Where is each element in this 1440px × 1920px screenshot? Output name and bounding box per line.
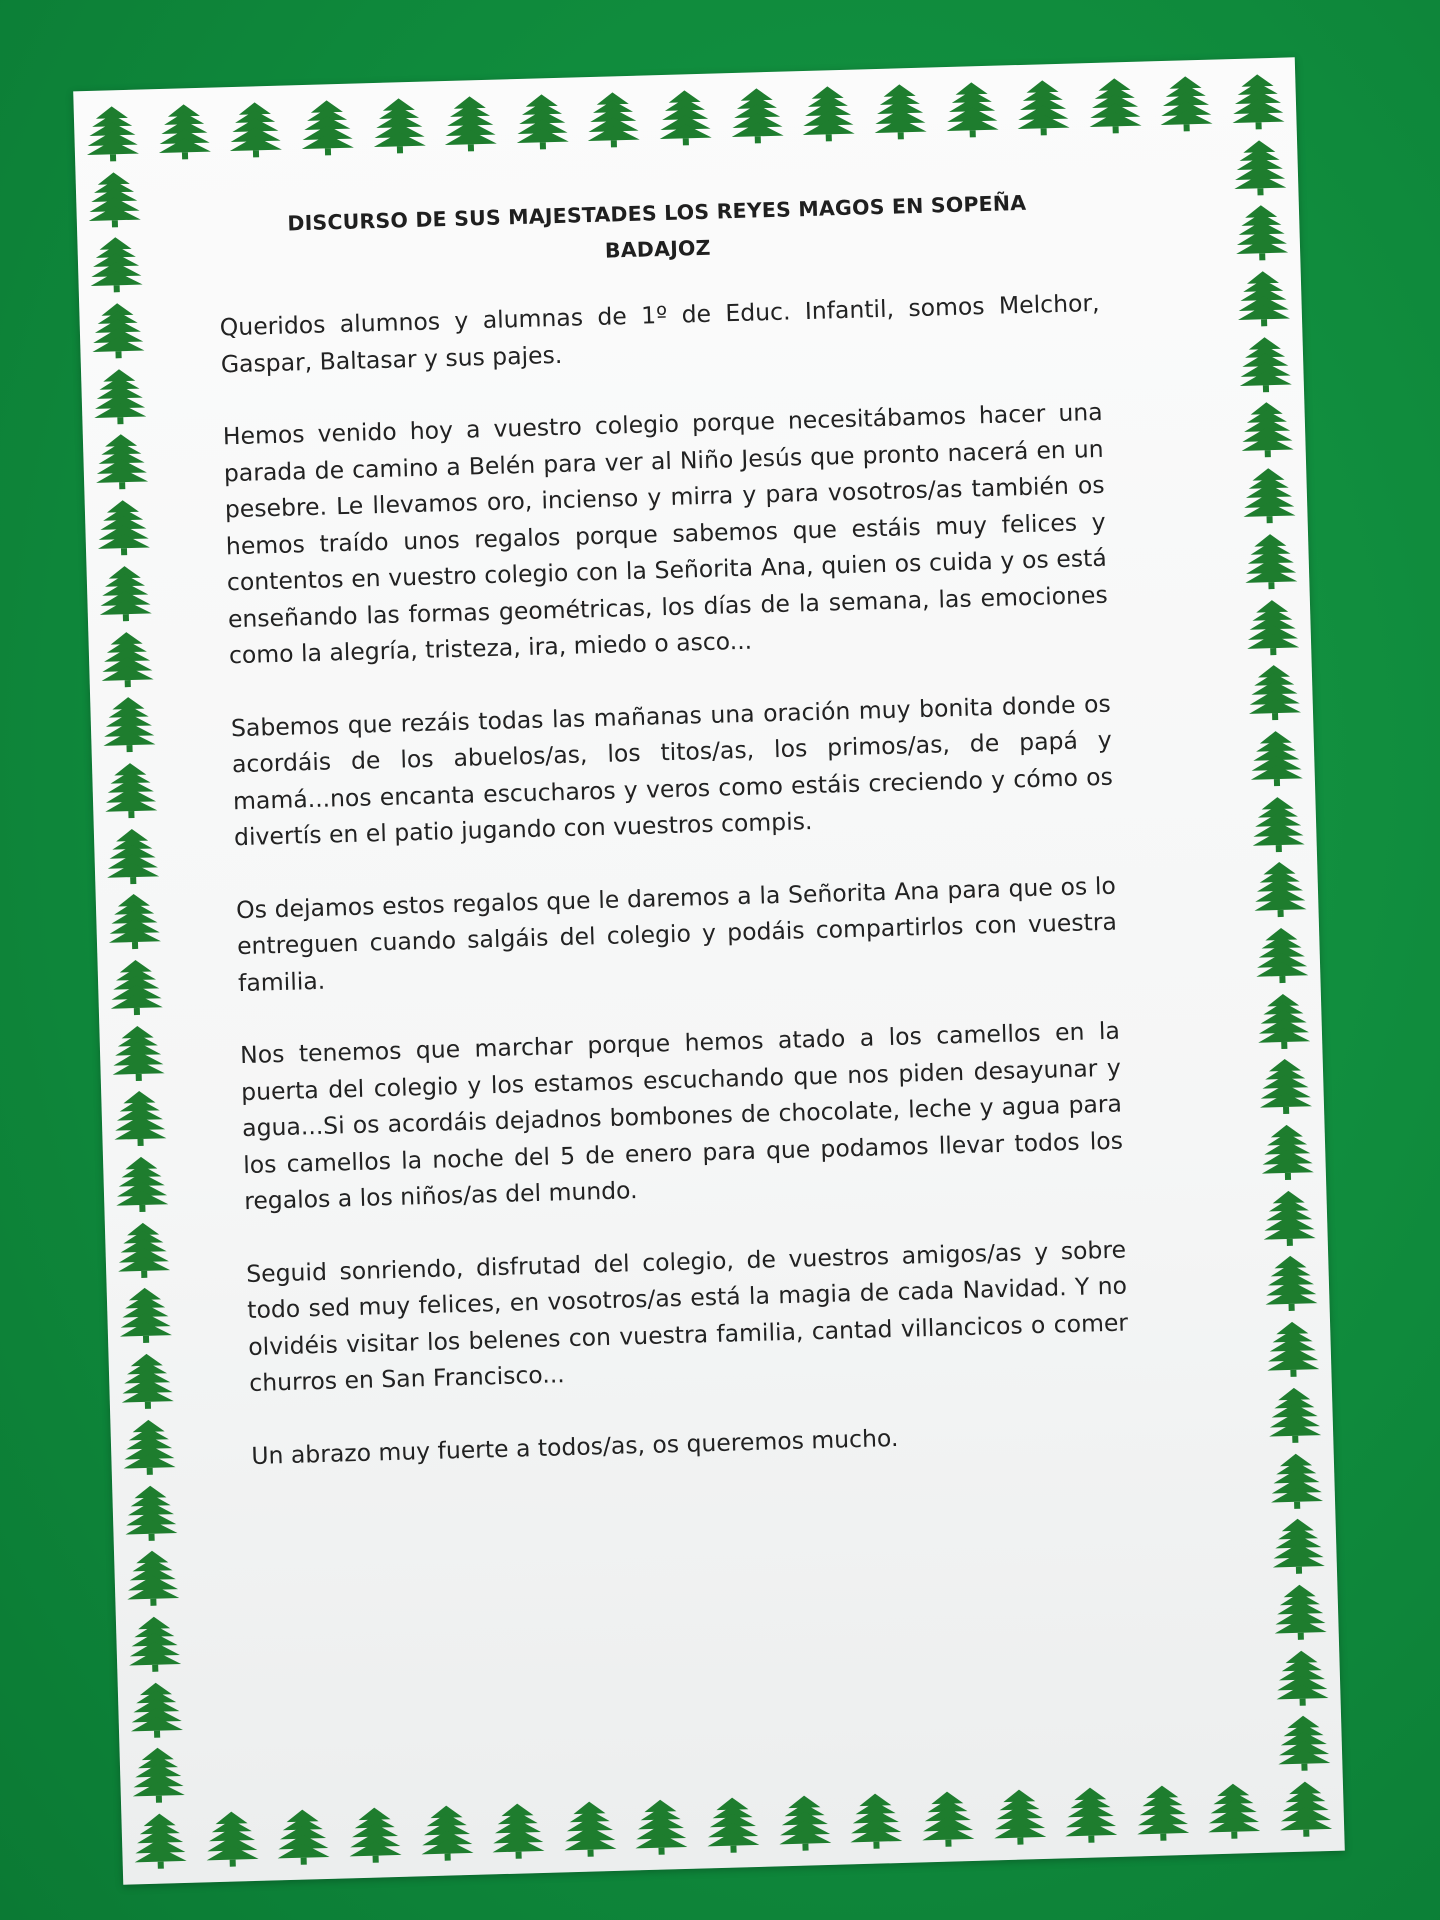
christmas-tree-icon	[1237, 269, 1291, 328]
christmas-tree-icon	[104, 760, 158, 819]
christmas-tree-icon	[1235, 203, 1289, 262]
christmas-tree-icon	[276, 1807, 330, 1866]
christmas-tree-icon	[1207, 1781, 1261, 1840]
christmas-tree-icon	[1242, 466, 1296, 525]
christmas-tree-icon	[1233, 137, 1287, 196]
letter-content	[216, 183, 1132, 1510]
christmas-tree-icon	[658, 88, 712, 147]
christmas-tree-icon	[108, 892, 162, 951]
christmas-tree-icon	[1238, 334, 1292, 393]
christmas-tree-icon	[1257, 991, 1311, 1050]
paragraph-greeting: Queridos alumnos y alumnas de 1º de Educ. Infantil, somos Melchor, Gaspar, Baltasar y sus pajes.	[219, 288, 1100, 378]
christmas-tree-icon	[1271, 1516, 1325, 1575]
title-line-1: DISCURSO DE SUS MAJESTADES LOS REYES MAGOS EN SOPEÑA	[287, 190, 1027, 236]
christmas-tree-icon	[91, 301, 145, 360]
christmas-tree-icon	[1088, 76, 1142, 135]
christmas-tree-icon	[1260, 1122, 1314, 1181]
christmas-tree-icon	[1262, 1188, 1316, 1247]
paragraph-camels: Nos tenemos que marchar porque hemos atado a los camellos en la puerta del colegio y los estamos escuchando que nos piden desayunar y agua...Si os acordáis dejadnos bombones de chocolate, leche y agua para los camellos la noche del 5 de enero para que podamos llevar todos los regalos a los niños/as del mundo.	[239, 1016, 1124, 1216]
christmas-tree-icon	[130, 1680, 184, 1739]
christmas-tree-icon	[98, 563, 152, 622]
paragraph-prayer: Sabemos que rezáis todas las mañanas una oración muy bonita donde os acordáis de los abuelos/as, los titos/as, los primos/as, de papá y mamá...nos encanta escucharos y veros como estáis creciendo y cómo os divertís en el patio jugando con vuestros compis.	[230, 689, 1114, 852]
christmas-tree-icon	[1246, 597, 1300, 656]
christmas-tree-icon	[634, 1797, 688, 1856]
christmas-tree-icon	[119, 1286, 173, 1345]
christmas-tree-icon	[1251, 794, 1305, 853]
christmas-tree-icon	[122, 1417, 176, 1476]
christmas-tree-icon	[128, 1614, 182, 1673]
christmas-tree-icon	[1277, 1713, 1331, 1772]
christmas-tree-icon	[109, 957, 163, 1016]
christmas-tree-icon	[1136, 1783, 1190, 1842]
christmas-tree-icon	[1259, 1057, 1313, 1116]
christmas-tree-icon	[117, 1220, 171, 1279]
christmas-tree-icon	[1064, 1785, 1118, 1844]
christmas-tree-icon	[133, 1811, 187, 1870]
christmas-tree-icon	[95, 432, 149, 491]
christmas-tree-icon	[1231, 72, 1285, 131]
christmas-tree-icon	[587, 90, 641, 149]
christmas-tree-icon	[100, 629, 154, 688]
christmas-tree-icon	[205, 1809, 259, 1868]
christmas-tree-icon	[111, 1023, 165, 1082]
christmas-tree-icon	[348, 1805, 402, 1864]
christmas-tree-icon	[126, 1548, 180, 1607]
christmas-tree-icon	[106, 826, 160, 885]
paragraph-wishes: Seguid sonriendo, disfrutad del colegio, de vuestros amigos/as y sobre todo sed muy felices, en vosotros/as está la magia de cada Navidad. Y no olvidéis visitar los belenes con vuestra familia, cantad villancicos o comer churros en San Francisco...	[245, 1234, 1129, 1397]
christmas-tree-icon	[97, 498, 151, 557]
christmas-tree-icon	[1244, 531, 1298, 590]
christmas-tree-icon	[131, 1745, 185, 1804]
christmas-tree-icon	[115, 1154, 169, 1213]
christmas-tree-icon	[1270, 1451, 1324, 1510]
christmas-tree-icon	[113, 1089, 167, 1148]
christmas-tree-icon	[87, 169, 141, 228]
christmas-tree-icon	[515, 92, 569, 151]
christmas-tree-icon	[124, 1483, 178, 1542]
christmas-tree-icon	[420, 1803, 474, 1862]
christmas-tree-icon	[300, 98, 354, 157]
christmas-tree-icon	[1275, 1648, 1329, 1707]
christmas-tree-icon	[1255, 925, 1309, 984]
christmas-tree-icon	[1016, 78, 1070, 137]
paragraph-visit: Hemos venido hoy a vuestro colegio porque necesitábamos hacer una parada de camino a Belén para ver al Niño Jesús que pronto nacerá en un pesebre. Le llevamos oro, incienso y mirra y para vosotros/as también os hemos traído unos regalos porque sabemos que estáis muy felices y contentos en vuestro colegio con la Señorita Ana, quien os cuida y os está enseñando las formas geométricas, los días de la semana, las emociones como la alegría, tristeza, ira, miedo o asco...	[222, 397, 1109, 670]
christmas-tree-icon	[444, 94, 498, 153]
christmas-tree-icon	[102, 695, 156, 754]
christmas-tree-icon	[1240, 400, 1294, 459]
christmas-tree-icon	[730, 86, 784, 145]
christmas-tree-icon	[372, 96, 426, 155]
christmas-tree-icon	[1266, 1319, 1320, 1378]
christmas-tree-icon	[706, 1795, 760, 1854]
christmas-tree-icon	[1249, 728, 1303, 787]
christmas-tree-icon	[229, 100, 283, 159]
christmas-tree-icon	[491, 1801, 545, 1860]
christmas-tree-icon	[1253, 860, 1307, 919]
christmas-tree-icon	[921, 1789, 975, 1848]
christmas-tree-icon	[120, 1351, 174, 1410]
christmas-tree-icon	[93, 366, 147, 425]
title-line-2: BADAJOZ	[604, 235, 711, 263]
christmas-tree-icon	[1279, 1779, 1333, 1838]
christmas-tree-icon	[1248, 663, 1302, 722]
christmas-tree-icon	[89, 235, 143, 294]
letter-sheet	[73, 57, 1345, 1884]
christmas-tree-icon	[945, 80, 999, 139]
christmas-tree-icon	[778, 1793, 832, 1852]
paragraph-farewell: Un abrazo muy fuerte a todos/as, os queremos mucho.	[250, 1423, 899, 1470]
christmas-tree-icon	[563, 1799, 617, 1858]
christmas-tree-icon	[86, 104, 140, 163]
christmas-tree-icon	[157, 102, 211, 161]
christmas-tree-icon	[849, 1791, 903, 1850]
christmas-tree-icon	[873, 82, 927, 141]
paragraph-gifts: Os dejamos estos regalos que le daremos a la Señorita Ana para que os lo entreguen cuando salgáis del colegio y podáis compartirlos con vuestra familia.	[235, 871, 1118, 997]
christmas-tree-icon	[1273, 1582, 1327, 1641]
christmas-tree-icon	[1268, 1385, 1322, 1444]
christmas-tree-icon	[802, 84, 856, 143]
christmas-tree-icon	[1160, 74, 1214, 133]
christmas-tree-icon	[992, 1787, 1046, 1846]
christmas-tree-icon	[1264, 1254, 1318, 1313]
